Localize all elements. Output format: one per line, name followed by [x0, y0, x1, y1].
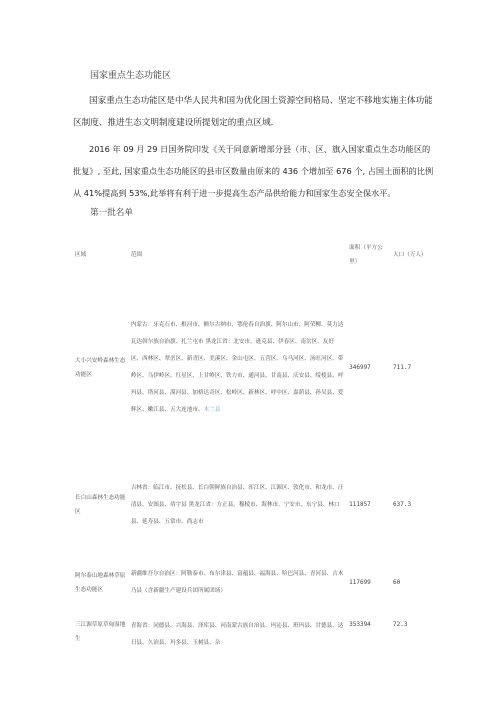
row-scope — [129, 278, 347, 458]
doc-title: 国家重点生态功能区 — [90, 71, 172, 81]
table-row — [73, 614, 435, 666]
table-row — [73, 552, 435, 614]
row-area: 117699 — [349, 579, 371, 586]
table-header-row — [73, 232, 435, 278]
approval-paragraph: 2016 年 09 月 29 日国务院印发《关于同意新增部分县（市、区、旗入国家重点生态功能区的批复》, 至此, 国家重点生态功能区的县市区数量由原来的 436 个增加至 676 个, 占国土面积的比例从 41%提高到 53%,此举将有利于进一步提高生态产品供给能力和国家生态安全保水平。 — [73, 144, 434, 198]
header-area: 面积（平方公里） — [349, 245, 383, 265]
row-area: 353394 — [349, 621, 371, 628]
row-area: 346997 — [349, 364, 371, 371]
row-region: 长白山森林生态功能区 — [75, 495, 126, 515]
row-region: 三江源草原草甸湿地生 — [75, 622, 126, 642]
row-population: 60 — [393, 579, 401, 586]
function-zone-table — [73, 232, 435, 666]
table-row — [73, 278, 435, 458]
row-area: 111857 — [349, 501, 371, 508]
row-scope: 新疆维吾尔自治区：阿勒泰市、布尔津县、富蕴县、福海县、哈巴河县、青河县、吉木乃县（含新疆生产建设兵团所属团场） — [130, 571, 344, 594]
row-population: 711.7 — [393, 364, 412, 371]
row-population: 72.3 — [393, 621, 408, 628]
row-scope-text: 内蒙古：牙克石市、根河市、额尔古纳市、鄂伦春自治旗、阿尔山市、阿荣柳、莫力达瓦达斡尔族自治旗、扎兰屯市 黑龙江省：北安市、逊克县、伊春区、南岔区、友好区、西林区、翠峦区、新青区、美溪区、金山屯区、五营区、乌马河区、汤旺河区、带岭区、乌伊岭区、红星区、上甘岭区、铁力市、通河县、甘南县、庆安县、绥棱县、呼玛县、塔河县、漠河县、加格达奇区、松岭区、新林区、呼中区、嘉荫县、孙吴县、爱辉区、嫩江县、五大连池市、 — [130, 322, 344, 413]
list-subheading: 第一批名单 — [90, 208, 133, 218]
intro-paragraph: 国家重点生态功能区是中华人民共和国为优化国土资源空间格局、坚定不移地实施主体功能区制度、推进生态文明制度建设所提划定的重点区域. — [73, 96, 433, 128]
header-region: 区域 — [75, 252, 87, 258]
row-region: 阿尔泰山地森林草原生态功能区 — [75, 573, 126, 593]
row-scope: 吉林省：临江市、抚松县、长白朝鲜族自治县、浑江区、江源区、敦化市、和龙市、汪清县、安图县、靖宇县 黑龙江省：方正县、穆棱市、海林市、宁安市、东宁县、林口县、延寿县、五常市、尚志市 — [130, 484, 344, 525]
header-scope: 范围 — [130, 251, 143, 258]
row-region: 大小兴安岭森林生态功能区 — [75, 358, 126, 378]
header-population: 人口（万人） — [393, 252, 427, 258]
table-row — [73, 458, 435, 552]
row-scope: 青海省：同德县、兴海县、泽库县、河南蒙古族自治县、玛沁县、班玛县、甘德县、达日县、久治县、玛多县、玉树县、杂 — [130, 623, 344, 646]
row-scope-highlight: 木兰县 — [203, 407, 221, 413]
row-population: 637.3 — [393, 501, 412, 508]
